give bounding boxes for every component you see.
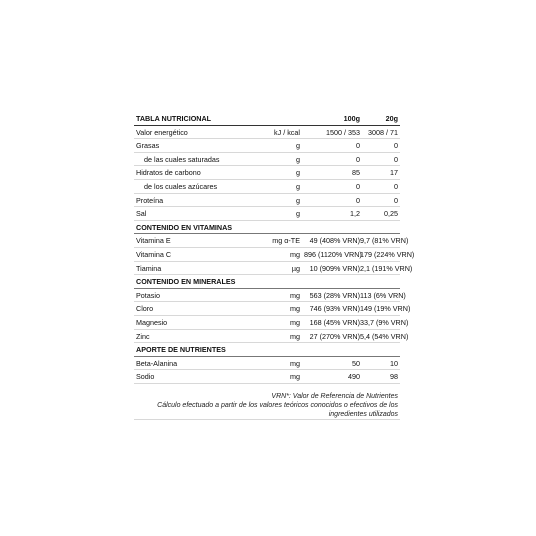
section-heading-nutrients bbox=[134, 343, 400, 357]
row-value-20g: 179 (224% VRN) bbox=[360, 249, 415, 259]
row-label: Sal bbox=[136, 209, 147, 219]
divider bbox=[134, 419, 400, 420]
row-value-100g: 896 (1120% VRN) bbox=[304, 249, 362, 259]
row-value-100g: 49 (408% VRN) bbox=[309, 236, 360, 246]
row-label: Hidratos de carbono bbox=[136, 168, 201, 178]
row-value-100g: 0 bbox=[356, 141, 360, 151]
row-value-20g: 0 bbox=[394, 181, 398, 191]
row-unit: mg bbox=[290, 290, 300, 300]
row-label: Valor energético bbox=[136, 127, 188, 137]
row-label: Grasas bbox=[136, 141, 160, 151]
row-unit: g bbox=[296, 195, 300, 205]
nutrition-table bbox=[134, 112, 415, 384]
row-label: de las cuales saturadas bbox=[144, 154, 220, 164]
row-value-20g: 3008 / 71 bbox=[368, 127, 398, 137]
table-header bbox=[134, 112, 400, 126]
row-value-20g: 5,4 (54% VRN) bbox=[360, 331, 409, 341]
column-header-20g: 20g bbox=[385, 114, 398, 123]
row-value-100g: 0 bbox=[356, 154, 360, 164]
row-label: Potasio bbox=[136, 290, 160, 300]
row-label: Zinc bbox=[136, 331, 150, 341]
row-value-20g: 0 bbox=[394, 141, 398, 151]
table-row bbox=[134, 194, 400, 208]
row-value-20g: 17 bbox=[390, 168, 398, 178]
table-row bbox=[134, 126, 400, 140]
row-value-100g: 27 (270% VRN) bbox=[309, 331, 360, 341]
table-row bbox=[134, 207, 400, 221]
section-title: CONTENIDO EN VITAMINAS bbox=[136, 222, 233, 232]
row-value-100g: 563 (28% VRN) bbox=[309, 290, 360, 300]
row-value-20g: 0,25 bbox=[384, 209, 398, 219]
row-unit: mg bbox=[290, 317, 300, 327]
footnote-line: ingredientes utilizados bbox=[328, 411, 398, 418]
table-row bbox=[134, 234, 409, 248]
table-row bbox=[134, 289, 406, 303]
table-row bbox=[134, 180, 400, 194]
row-label: Beta-Alanina bbox=[136, 358, 178, 368]
row-value-100g: 50 bbox=[352, 358, 360, 368]
row-value-20g: 2,1 (191% VRN) bbox=[360, 263, 413, 273]
table-row bbox=[134, 302, 411, 316]
row-value-100g: 1500 / 353 bbox=[326, 127, 360, 137]
section-title: CONTENIDO EN MINERALES bbox=[136, 277, 236, 287]
section-heading-vitamins bbox=[134, 221, 400, 235]
table-row bbox=[134, 316, 409, 330]
row-value-100g: 168 (45% VRN) bbox=[309, 317, 360, 327]
row-value-100g: 85 bbox=[352, 168, 360, 178]
row-label: Vitamina C bbox=[136, 249, 172, 259]
table-row bbox=[134, 153, 400, 167]
row-value-20g: 0 bbox=[394, 195, 398, 205]
table-title: TABLA NUTRICIONAL bbox=[136, 114, 212, 123]
row-unit: mg bbox=[290, 249, 300, 259]
row-value-100g: 490 bbox=[348, 372, 360, 382]
row-unit: µg bbox=[291, 263, 300, 273]
row-value-100g: 1,2 bbox=[350, 209, 360, 219]
footnote bbox=[134, 392, 398, 419]
row-unit: g bbox=[296, 154, 300, 164]
row-unit: mg bbox=[290, 372, 300, 382]
row-value-20g: 113 (6% VRN) bbox=[360, 290, 406, 300]
row-label: Vitamina E bbox=[136, 236, 171, 246]
row-value-20g: 33,7 (9% VRN) bbox=[360, 317, 409, 327]
row-value-20g: 10 bbox=[390, 358, 398, 368]
row-label: de los cuales azúcares bbox=[144, 181, 218, 191]
row-unit: g bbox=[296, 209, 300, 219]
section-title: APORTE DE NUTRIENTES bbox=[136, 345, 226, 355]
column-header-100g: 100g bbox=[343, 114, 360, 123]
row-unit: mg bbox=[290, 358, 300, 368]
row-unit: mg bbox=[290, 304, 300, 314]
row-label: Magnesio bbox=[136, 317, 168, 327]
row-unit: mg bbox=[290, 331, 300, 341]
row-label: Cloro bbox=[136, 304, 154, 314]
row-value-20g: 0 bbox=[394, 154, 398, 164]
table-row bbox=[134, 139, 400, 153]
row-value-20g: 149 (19% VRN) bbox=[360, 304, 411, 314]
row-label: Tiamina bbox=[136, 263, 162, 273]
row-unit: g bbox=[296, 181, 300, 191]
row-value-100g: 746 (93% VRN) bbox=[309, 304, 360, 314]
table-row bbox=[134, 370, 400, 384]
row-value-20g: 98 bbox=[390, 372, 398, 382]
row-unit: kJ / kcal bbox=[274, 127, 300, 137]
footnote-line: VRN*: Valor de Referencia de Nutrientes bbox=[271, 393, 398, 400]
row-unit: g bbox=[296, 141, 300, 151]
row-label: Proteína bbox=[136, 195, 164, 205]
row-value-20g: 9,7 (81% VRN) bbox=[360, 236, 409, 246]
table-row bbox=[134, 330, 409, 344]
table-row bbox=[134, 357, 400, 371]
row-value-100g: 0 bbox=[356, 195, 360, 205]
row-label: Sodio bbox=[136, 372, 155, 382]
row-value-100g: 10 (909% VRN) bbox=[309, 263, 360, 273]
table-row bbox=[134, 248, 415, 262]
table-row bbox=[134, 166, 400, 180]
row-value-100g: 0 bbox=[356, 181, 360, 191]
row-unit: g bbox=[296, 168, 300, 178]
footnote-line: Cálculo efectuado a partir de los valores teóricos conocidos o efectivos de los bbox=[157, 402, 398, 409]
table-row bbox=[134, 262, 413, 276]
section-heading-minerals bbox=[134, 275, 400, 289]
row-unit: mg α-TE bbox=[272, 236, 300, 246]
